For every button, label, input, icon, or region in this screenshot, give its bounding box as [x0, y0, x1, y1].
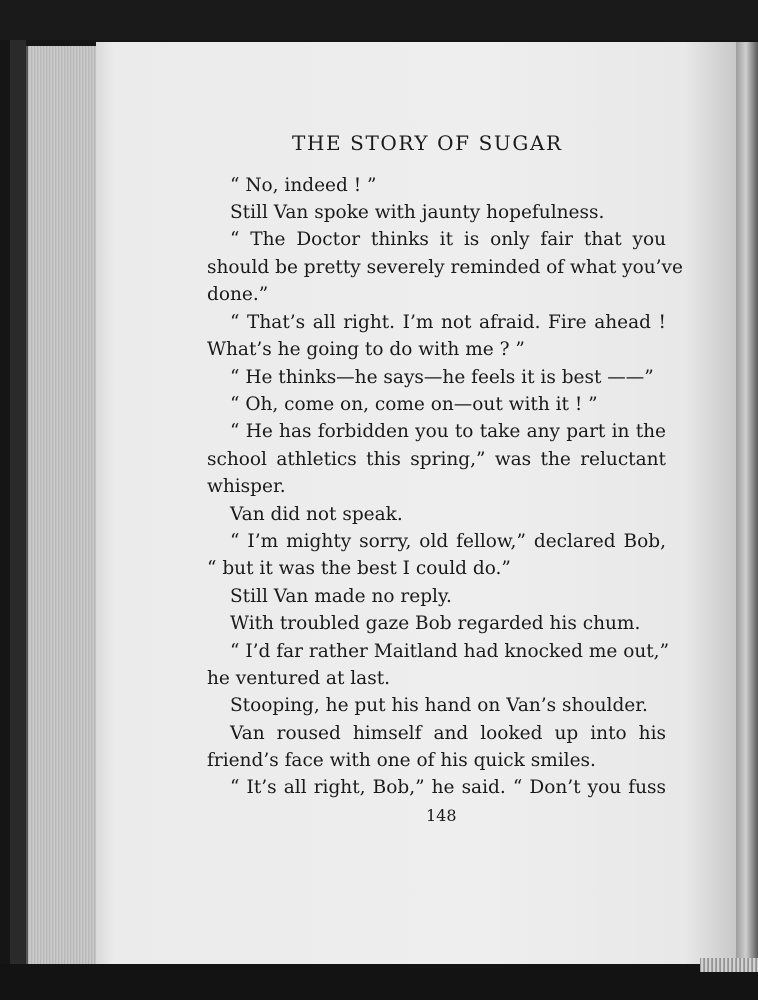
text-line: Van did not speak. — [230, 504, 403, 525]
text-line: What’s he going to do with me ? ” — [207, 339, 525, 360]
text-line: “ He has forbidden you to take any part in the — [230, 421, 666, 442]
text-line: “ but it was the best I could do.” — [207, 558, 511, 579]
text-line: With troubled gaze Bob regarded his chum. — [230, 613, 641, 634]
scan-background-bottom — [0, 964, 758, 1000]
text-line: Still Van made no reply. — [230, 586, 452, 607]
text-line: done.” — [207, 284, 269, 305]
text-line: “ The Doctor thinks it is only fair that you — [230, 229, 666, 250]
running-header: THE STORY OF SUGAR — [292, 131, 563, 155]
text-line: Van roused himself and looked up into his — [230, 723, 666, 744]
book-gutter — [736, 42, 758, 964]
text-line: “ It’s all right, Bob,” he said. “ Don’t you fuss — [230, 777, 666, 798]
page-stack-edges — [26, 46, 100, 964]
text-line: should be pretty severely reminded of what you’ve — [207, 257, 683, 278]
text-line: whisper. — [207, 476, 286, 497]
text-line: “ That’s all right. I’m not afraid. Fire ahead ! — [230, 312, 666, 333]
text-line: “ I’m mighty sorry, old fellow,” declared Bob, — [230, 531, 666, 552]
text-line: friend’s face with one of his quick smiles. — [207, 750, 596, 771]
text-line: he ventured at last. — [207, 668, 391, 689]
page-number: 148 — [426, 806, 457, 825]
book-cover-edge — [10, 40, 26, 965]
text-line: Stooping, he put his hand on Van’s shoulder. — [230, 695, 648, 716]
book-page — [96, 42, 736, 964]
text-line: “ He thinks—he says—he feels it is best ——” — [230, 367, 654, 388]
text-line: Still Van spoke with jaunty hopefulness. — [230, 202, 605, 223]
text-line: “ I’d far rather Maitland had knocked me out,” — [230, 641, 670, 662]
text-line: “ Oh, come on, come on—out with it ! ” — [230, 394, 598, 415]
next-page-edge — [700, 958, 758, 972]
text-line: “ No, indeed ! ” — [230, 175, 377, 196]
text-line: school athletics this spring,” was the reluctant — [207, 449, 666, 470]
scan-background-top — [0, 0, 758, 40]
